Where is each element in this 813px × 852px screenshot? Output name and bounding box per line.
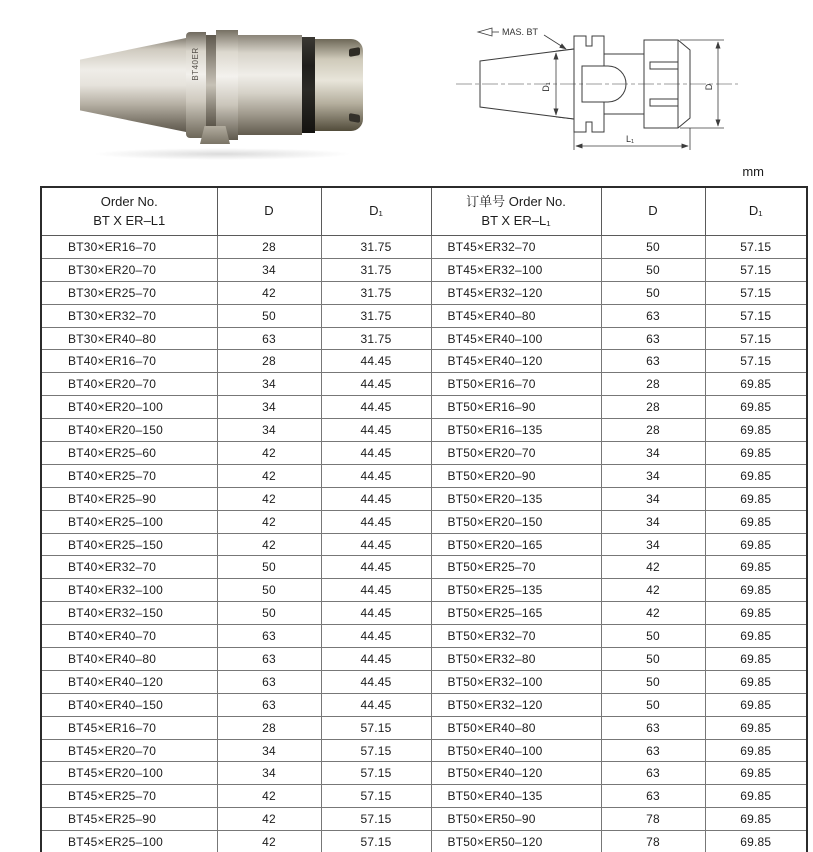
d-cell: 34 — [601, 487, 705, 510]
d-cell: 63 — [217, 670, 321, 693]
d-cell: 34 — [601, 464, 705, 487]
table-row — [41, 808, 807, 831]
d-cell: 63 — [601, 739, 705, 762]
d-cell: 50 — [217, 602, 321, 625]
d-cell: 50 — [217, 579, 321, 602]
order-no-cell: BT50×ER40–120 — [431, 762, 601, 785]
order-no-cell: BT40×ER25–90 — [41, 487, 217, 510]
unit-label: mm — [742, 164, 764, 179]
d1-cell: 31.75 — [321, 304, 431, 327]
mas-bt-label: MAS. BT — [502, 27, 539, 37]
order-no-cell: BT45×ER32–120 — [431, 281, 601, 304]
d-cell: 34 — [217, 739, 321, 762]
d1-cell: 57.15 — [321, 739, 431, 762]
order-no-cell: BT50×ER20–150 — [431, 510, 601, 533]
d1-cell: 44.45 — [321, 533, 431, 556]
technical-drawing — [432, 4, 766, 164]
d-dim-label: D — [704, 83, 714, 91]
order-no-cell: BT40×ER25–100 — [41, 510, 217, 533]
d1-cell: 57.15 — [321, 831, 431, 852]
unit-note — [40, 164, 806, 179]
d-cell: 34 — [601, 442, 705, 465]
d-cell: 42 — [601, 556, 705, 579]
drawing-nut-slot-top — [650, 62, 678, 69]
d-cell: 42 — [217, 281, 321, 304]
d1-cell: 69.85 — [705, 373, 807, 396]
table-row — [41, 442, 807, 465]
order-no-cell: BT50×ER25–135 — [431, 579, 601, 602]
d1-cell: 69.85 — [705, 487, 807, 510]
d1-cell: 44.45 — [321, 373, 431, 396]
order-no-cell: BT40×ER32–70 — [41, 556, 217, 579]
d1-cell: 69.85 — [705, 831, 807, 852]
order-no-header-right — [431, 187, 601, 236]
d1-cell: 44.45 — [321, 419, 431, 442]
d1-cell: 44.45 — [321, 396, 431, 419]
d-cell: 63 — [601, 785, 705, 808]
product-photo — [68, 10, 370, 160]
order-no-cell: BT40×ER20–150 — [41, 419, 217, 442]
d-cell: 28 — [217, 236, 321, 259]
table-row — [41, 648, 807, 671]
d-cell: 34 — [601, 510, 705, 533]
d1-dim-label: D₁ — [541, 82, 551, 92]
table-row — [41, 693, 807, 716]
order-no-cell: BT45×ER32–70 — [431, 236, 601, 259]
order-no-cell: BT30×ER25–70 — [41, 281, 217, 304]
d1-cell: 44.45 — [321, 602, 431, 625]
d-cell: 28 — [601, 396, 705, 419]
d1-cell: 57.15 — [705, 281, 807, 304]
order-no-cell: BT40×ER20–100 — [41, 396, 217, 419]
d-cell: 50 — [601, 281, 705, 304]
order-no-cell: BT45×ER16–70 — [41, 716, 217, 739]
d1-cell: 57.15 — [705, 258, 807, 281]
table-row — [41, 327, 807, 350]
order-no-cell: BT30×ER32–70 — [41, 304, 217, 327]
order-no-cell: BT50×ER32–80 — [431, 648, 601, 671]
order-no-cell: BT50×ER16–90 — [431, 396, 601, 419]
order-no-cell: BT50×ER16–135 — [431, 419, 601, 442]
d-cell: 42 — [217, 533, 321, 556]
table-row — [41, 350, 807, 373]
order-no-cell: BT30×ER20–70 — [41, 258, 217, 281]
d1-cell: 44.45 — [321, 464, 431, 487]
d-cell: 42 — [217, 487, 321, 510]
chuck-body-shape — [238, 35, 302, 135]
order-no-cell: BT45×ER20–100 — [41, 762, 217, 785]
d1-cell: 69.85 — [705, 602, 807, 625]
d1-cell: 44.45 — [321, 625, 431, 648]
order-no-cell: BT50×ER40–100 — [431, 739, 601, 762]
d-cell: 63 — [217, 327, 321, 350]
d-cell: 50 — [601, 648, 705, 671]
d-cell: 50 — [601, 258, 705, 281]
d1-cell: 69.85 — [705, 419, 807, 442]
d-cell: 63 — [601, 716, 705, 739]
order-no-cell: BT50×ER50–120 — [431, 831, 601, 852]
collet-nut-shape — [315, 39, 363, 131]
d1-cell: 57.15 — [321, 785, 431, 808]
d-cell: 50 — [601, 693, 705, 716]
table-row — [41, 236, 807, 259]
order-no-cell: BT45×ER25–70 — [41, 785, 217, 808]
d1-cell: 69.85 — [705, 648, 807, 671]
order-no-cell: BT50×ER20–135 — [431, 487, 601, 510]
d-cell: 63 — [601, 762, 705, 785]
table-row — [41, 716, 807, 739]
d1-cell: 69.85 — [705, 396, 807, 419]
seal-ring-shape — [302, 37, 315, 133]
d1-cell: 44.45 — [321, 556, 431, 579]
d-cell: 42 — [217, 464, 321, 487]
d-cell: 42 — [217, 442, 321, 465]
order-no-header-right-line1: 订单号 Order No. — [466, 193, 566, 209]
order-no-cell: BT50×ER25–165 — [431, 602, 601, 625]
d-cell: 42 — [601, 602, 705, 625]
order-no-cell: BT50×ER40–135 — [431, 785, 601, 808]
table-row — [41, 831, 807, 852]
order-no-cell: BT40×ER25–150 — [41, 533, 217, 556]
taper-shank-shape — [80, 38, 186, 132]
drawing-nut-slot-bottom — [650, 99, 678, 106]
order-no-cell: BT45×ER25–90 — [41, 808, 217, 831]
d1-cell: 57.15 — [705, 236, 807, 259]
order-no-cell: BT45×ER20–70 — [41, 739, 217, 762]
d1-cell: 57.15 — [321, 716, 431, 739]
order-no-header-right-line2: BT X ER–L₁ — [481, 212, 551, 228]
order-no-cell: BT40×ER40–120 — [41, 670, 217, 693]
order-no-cell: BT40×ER40–80 — [41, 648, 217, 671]
order-no-cell: BT45×ER40–80 — [431, 304, 601, 327]
order-no-cell: BT45×ER25–100 — [41, 831, 217, 852]
d1-header-left: D₁ — [321, 187, 431, 236]
order-no-cell: BT40×ER25–60 — [41, 442, 217, 465]
engraving-label: BT40ER — [191, 47, 200, 81]
order-no-cell: BT40×ER32–150 — [41, 602, 217, 625]
d1-cell: 69.85 — [705, 762, 807, 785]
d-cell: 34 — [217, 419, 321, 442]
table-row — [41, 464, 807, 487]
d1-cell: 57.15 — [321, 808, 431, 831]
order-no-cell: BT40×ER32–100 — [41, 579, 217, 602]
d-cell: 42 — [601, 579, 705, 602]
d1-cell: 69.85 — [705, 785, 807, 808]
table-row — [41, 419, 807, 442]
table-row — [41, 625, 807, 648]
flange-rear-shape — [216, 30, 238, 140]
d1-cell: 69.85 — [705, 579, 807, 602]
order-no-cell: BT30×ER16–70 — [41, 236, 217, 259]
order-no-header-left-line2: BT X ER–L1 — [93, 212, 166, 228]
d-cell: 63 — [217, 693, 321, 716]
table-row — [41, 762, 807, 785]
d-header-left: D — [217, 187, 321, 236]
order-no-cell: BT50×ER25–70 — [431, 556, 601, 579]
d1-cell: 69.85 — [705, 808, 807, 831]
table-row — [41, 510, 807, 533]
l1-dim-label: L₁ — [625, 134, 635, 144]
d-cell: 50 — [601, 236, 705, 259]
table-row — [41, 304, 807, 327]
d1-cell: 31.75 — [321, 236, 431, 259]
order-no-cell: BT50×ER20–90 — [431, 464, 601, 487]
d1-cell: 69.85 — [705, 556, 807, 579]
d-cell: 28 — [217, 350, 321, 373]
d1-cell: 57.15 — [321, 762, 431, 785]
d1-cell: 44.45 — [321, 510, 431, 533]
d-cell: 63 — [217, 648, 321, 671]
flange-groove-shape — [206, 35, 216, 135]
order-no-cell: BT50×ER20–70 — [431, 442, 601, 465]
d-cell: 50 — [217, 304, 321, 327]
d-cell: 28 — [601, 373, 705, 396]
order-no-cell: BT45×ER32–100 — [431, 258, 601, 281]
table-row — [41, 739, 807, 762]
order-no-cell: BT45×ER40–120 — [431, 350, 601, 373]
d1-cell: 31.75 — [321, 281, 431, 304]
d1-cell: 69.85 — [705, 693, 807, 716]
d-cell: 34 — [217, 373, 321, 396]
order-no-cell: BT30×ER40–80 — [41, 327, 217, 350]
order-no-header-left-line1: Order No. — [100, 193, 158, 209]
d-cell: 34 — [217, 762, 321, 785]
table-row — [41, 373, 807, 396]
d1-cell: 69.85 — [705, 670, 807, 693]
d1-cell: 57.15 — [705, 304, 807, 327]
d-cell: 50 — [601, 670, 705, 693]
d1-cell: 44.45 — [321, 487, 431, 510]
order-no-cell: BT40×ER16–70 — [41, 350, 217, 373]
d1-cell: 69.85 — [705, 716, 807, 739]
d-cell: 50 — [601, 625, 705, 648]
d1-cell: 69.85 — [705, 510, 807, 533]
d1-cell: 44.45 — [321, 350, 431, 373]
table-row — [41, 281, 807, 304]
table-row — [41, 785, 807, 808]
d-cell: 34 — [601, 533, 705, 556]
d-cell: 42 — [217, 808, 321, 831]
d-cell: 42 — [217, 510, 321, 533]
d1-cell: 31.75 — [321, 258, 431, 281]
d-cell: 63 — [217, 625, 321, 648]
d1-cell: 44.45 — [321, 442, 431, 465]
d-cell: 34 — [217, 258, 321, 281]
d-cell: 34 — [217, 396, 321, 419]
order-no-cell: BT40×ER40–70 — [41, 625, 217, 648]
d1-cell: 57.15 — [705, 327, 807, 350]
d1-cell: 69.85 — [705, 739, 807, 762]
d1-cell: 69.85 — [705, 533, 807, 556]
d-cell: 78 — [601, 831, 705, 852]
table-row — [41, 556, 807, 579]
order-no-cell: BT50×ER16–70 — [431, 373, 601, 396]
table-row — [41, 579, 807, 602]
d-cell: 63 — [601, 350, 705, 373]
table-row — [41, 396, 807, 419]
d-cell: 42 — [217, 785, 321, 808]
d-cell: 28 — [217, 716, 321, 739]
d1-cell: 69.85 — [705, 625, 807, 648]
order-no-cell: BT45×ER40–100 — [431, 327, 601, 350]
order-no-cell: BT50×ER40–80 — [431, 716, 601, 739]
d1-cell: 69.85 — [705, 464, 807, 487]
d-cell: 78 — [601, 808, 705, 831]
spec-table — [40, 186, 808, 852]
table-row — [41, 602, 807, 625]
d-cell: 42 — [217, 831, 321, 852]
order-no-cell: BT50×ER20–165 — [431, 533, 601, 556]
d1-cell: 69.85 — [705, 442, 807, 465]
d1-cell: 44.45 — [321, 648, 431, 671]
d-cell: 50 — [217, 556, 321, 579]
d1-cell: 44.45 — [321, 670, 431, 693]
d-cell: 63 — [601, 304, 705, 327]
d-cell: 63 — [601, 327, 705, 350]
d1-cell: 44.45 — [321, 579, 431, 602]
drive-key-shape — [200, 126, 230, 144]
table-row — [41, 533, 807, 556]
order-no-cell: BT50×ER32–120 — [431, 693, 601, 716]
order-no-cell: BT40×ER25–70 — [41, 464, 217, 487]
d1-cell: 44.45 — [321, 693, 431, 716]
d-cell: 28 — [601, 419, 705, 442]
order-no-cell: BT50×ER32–100 — [431, 670, 601, 693]
header-row — [41, 187, 807, 236]
d-header-right: D — [601, 187, 705, 236]
order-no-cell: BT40×ER40–150 — [41, 693, 217, 716]
d1-cell: 31.75 — [321, 327, 431, 350]
d1-cell: 57.15 — [705, 350, 807, 373]
order-no-cell: BT40×ER20–70 — [41, 373, 217, 396]
order-no-header-left — [41, 187, 217, 236]
table-row — [41, 487, 807, 510]
table-row — [41, 670, 807, 693]
table-row — [41, 258, 807, 281]
order-no-cell: BT50×ER50–90 — [431, 808, 601, 831]
order-no-cell: BT50×ER32–70 — [431, 625, 601, 648]
d1-header-right: D₁ — [705, 187, 807, 236]
